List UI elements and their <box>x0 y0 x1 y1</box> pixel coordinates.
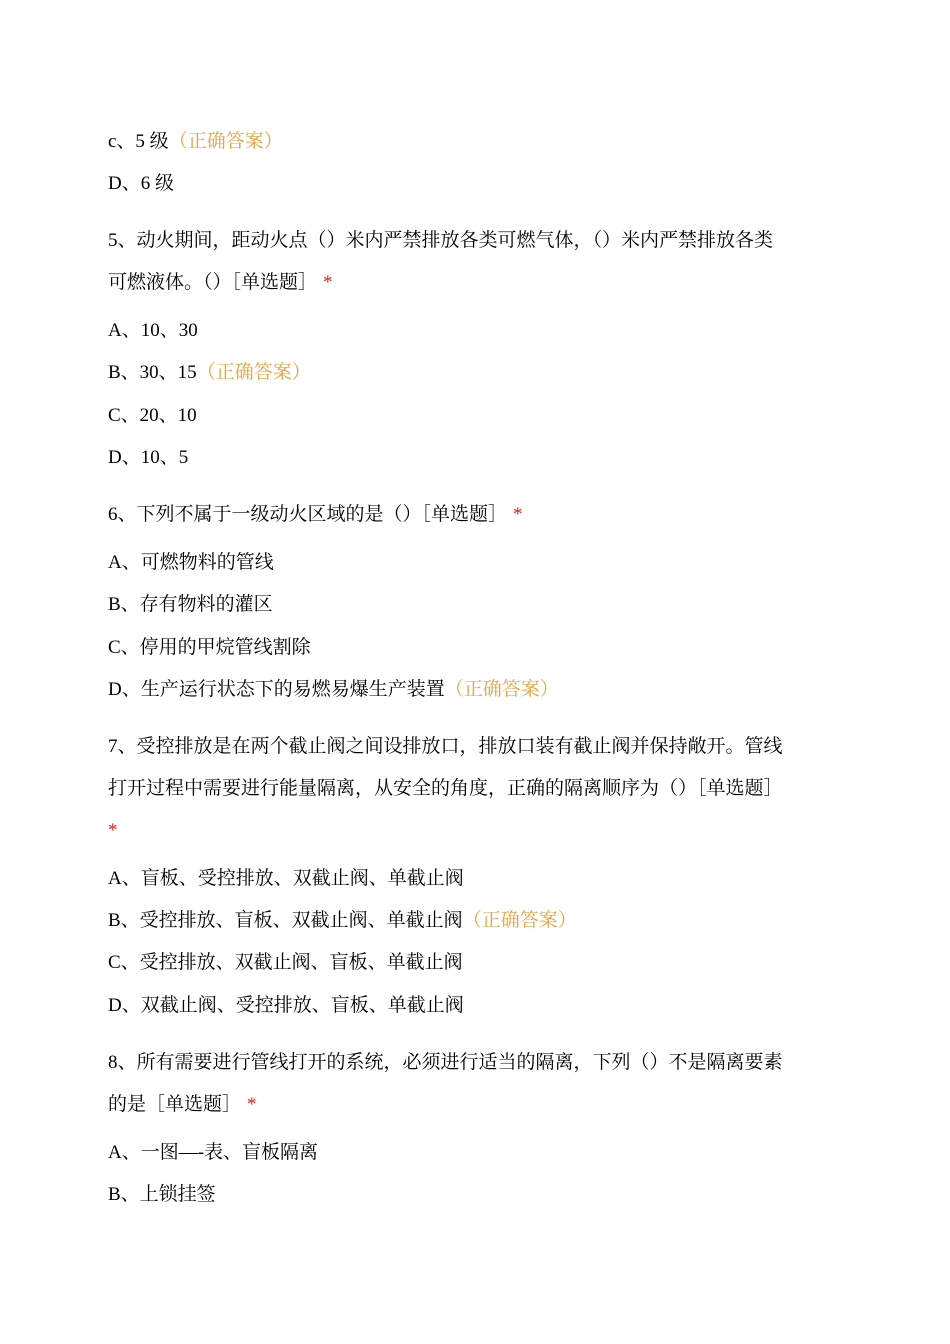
option-text: D、生产运行状态下的易燃易爆生产装置 <box>108 679 445 700</box>
required-mark: * <box>247 1094 257 1115</box>
option-q7-c: C、受控排放、双截止阀、盲板、单截止阀 <box>108 952 463 973</box>
question-5-line-2 <box>108 272 838 294</box>
question-7-line-2: 打开过程中需要进行能量隔离，从安全的角度，正确的隔离顺序为（）［单选题］ <box>108 778 783 799</box>
correct-answer-label: （正确答案） <box>462 910 577 931</box>
question-7-line-3 <box>108 820 838 842</box>
option-q5-c: C、20、10 <box>108 405 197 426</box>
option-q5-b <box>108 362 838 384</box>
option-q4-c <box>108 131 838 153</box>
option-text: B、30、15 <box>108 362 197 383</box>
question-text: 6、下列不属于一级动火区域的是（）［单选题］ <box>108 504 508 525</box>
question-7-line-1: 7、受控排放是在两个截止阀之间设排放口，排放口装有截止阀并保持敞开。管线 <box>108 736 783 757</box>
option-q8-b: B、上锁挂签 <box>108 1184 216 1205</box>
required-mark: * <box>513 504 523 525</box>
option-q7-a: A、盲板、受控排放、双截止阀、单截止阀 <box>108 868 464 889</box>
question-6-line-1 <box>108 504 838 526</box>
question-text: 可燃液体。（）［单选题］ <box>108 272 318 293</box>
option-q5-a: A、10、30 <box>108 320 198 341</box>
question-8-line-1: 8、所有需要进行管线打开的系统，必须进行适当的隔离，下列（）不是隔离要素 <box>108 1052 783 1073</box>
option-q6-a: A、可燃物料的管线 <box>108 552 274 573</box>
question-5-line-1: 5、动火期间，距动火点（）米内严禁排放各类可燃气体，（）米内严禁排放各类 <box>108 230 774 251</box>
option-text: c、5 级 <box>108 131 169 152</box>
option-text: B、受控排放、盲板、双截止阀、单截止阀 <box>108 910 463 931</box>
correct-answer-label: （正确答案） <box>444 679 559 700</box>
correct-answer-label: （正确答案） <box>168 131 283 152</box>
question-text: 的是［单选题］ <box>108 1094 242 1115</box>
option-q6-b: B、存有物料的灌区 <box>108 594 273 615</box>
option-q5-d: D、10、5 <box>108 447 189 468</box>
option-q6-d <box>108 679 838 701</box>
option-q7-b <box>108 910 838 932</box>
option-q6-c: C、停用的甲烷管线割除 <box>108 637 311 658</box>
correct-answer-label: （正确答案） <box>196 362 311 383</box>
required-mark: * <box>108 820 118 841</box>
question-8-line-2 <box>108 1094 838 1116</box>
option-q4-d: D、6 级 <box>108 173 174 194</box>
option-q8-a: A、一图—-表、盲板隔离 <box>108 1142 319 1163</box>
required-mark: * <box>323 272 333 293</box>
option-q7-d: D、双截止阀、受控排放、盲板、单截止阀 <box>108 995 464 1016</box>
